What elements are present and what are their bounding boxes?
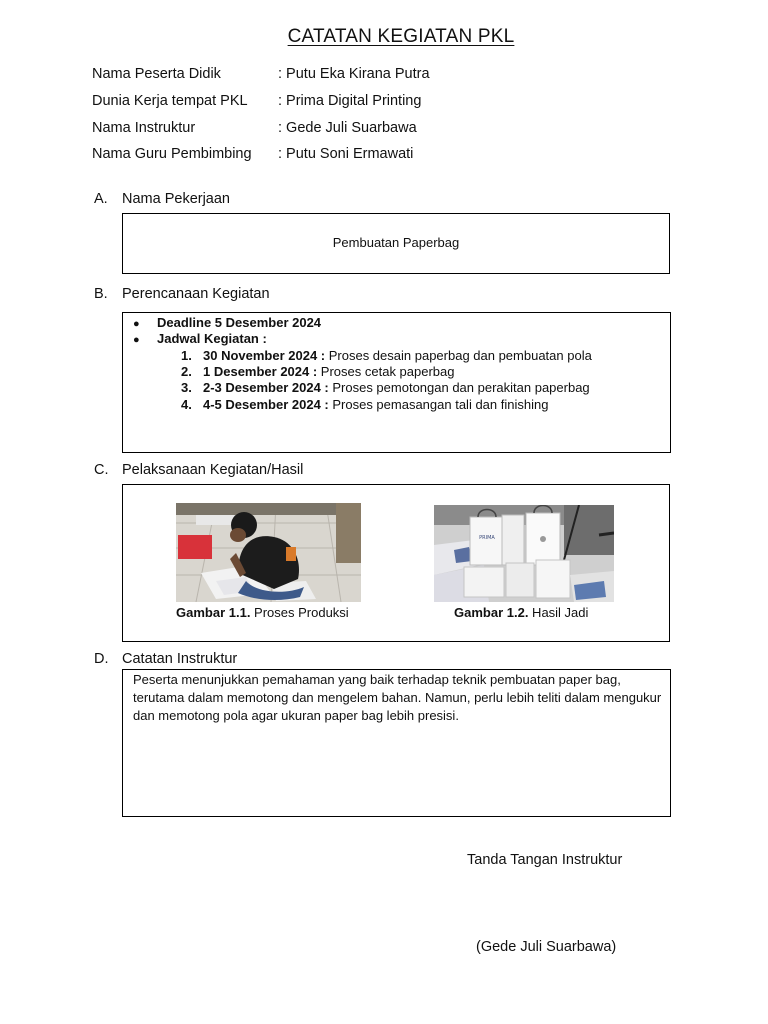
schedule-item bbox=[203, 364, 455, 379]
pekerjaan-box bbox=[122, 213, 670, 274]
photo-proses-produksi bbox=[176, 503, 361, 602]
catatan-box bbox=[122, 669, 671, 817]
schedule-number: 3. bbox=[181, 380, 192, 395]
pelaksanaan-box bbox=[122, 484, 670, 642]
schedule-desc: Proses pemotongan dan perakitan paperbag bbox=[328, 380, 590, 395]
info-label: Nama Peserta Didik bbox=[92, 66, 221, 82]
deadline-text: Deadline 5 Desember 2024 bbox=[157, 315, 322, 330]
signature-name: (Gede Juli Suarbawa) bbox=[476, 939, 617, 955]
document-title: CATATAN KEGIATAN PKL bbox=[287, 26, 515, 47]
info-label: Nama Guru Pembimbing bbox=[92, 146, 252, 162]
info-value: : Gede Juli Suarbawa bbox=[278, 120, 417, 136]
caption-text: Proses Produksi bbox=[250, 605, 349, 620]
photo-hasil-jadi bbox=[434, 505, 614, 602]
section-letter: A. bbox=[94, 191, 108, 207]
signature-label: Tanda Tangan Instruktur bbox=[467, 852, 623, 868]
caption-label: Gambar 1.1. bbox=[176, 605, 251, 620]
perencanaan-box bbox=[122, 312, 671, 453]
schedule-number: 2. bbox=[181, 364, 192, 379]
caption-label: Gambar 1.2. bbox=[454, 605, 529, 620]
section-letter: D. bbox=[94, 651, 109, 667]
pekerjaan-text: Pembuatan Paperbag bbox=[332, 235, 460, 250]
schedule-date: 4-5 Desember 2024 : bbox=[203, 397, 329, 412]
section-title: Pelaksanaan Kegiatan/Hasil bbox=[122, 462, 304, 478]
schedule-date: 1 Desember 2024 : bbox=[203, 364, 318, 379]
jadwal-label: Jadwal Kegiatan : bbox=[157, 331, 267, 346]
schedule-item bbox=[203, 348, 592, 363]
info-label: Dunia Kerja tempat PKL bbox=[92, 93, 248, 109]
caption-gambar-2 bbox=[454, 605, 588, 620]
info-label: Nama Instruktur bbox=[92, 120, 196, 136]
caption-text: Hasil Jadi bbox=[528, 605, 589, 620]
section-title: Catatan Instruktur bbox=[122, 651, 238, 667]
bullet-icon: ● bbox=[133, 334, 140, 346]
bag-logo-text: PRIMA bbox=[479, 535, 495, 541]
bullet-icon: ● bbox=[133, 318, 140, 330]
info-value: : Prima Digital Printing bbox=[278, 93, 422, 109]
caption-gambar-1 bbox=[176, 605, 349, 620]
schedule-item bbox=[203, 380, 590, 395]
schedule-date: 30 November 2024 : bbox=[203, 348, 326, 363]
schedule-desc: Proses desain paperbag dan pembuatan pola bbox=[325, 348, 592, 363]
schedule-date: 2-3 Desember 2024 : bbox=[203, 380, 329, 395]
section-letter: C. bbox=[94, 462, 109, 478]
section-letter: B. bbox=[94, 286, 108, 302]
section-title: Perencanaan Kegiatan bbox=[122, 286, 270, 302]
schedule-number: 4. bbox=[181, 397, 192, 412]
catatan-text: Peserta menunjukkan pemahaman yang baik terhadap teknik pembuatan paper bag, terutama dalam memotong dan mengelem bahan. Namun, perlu lebih teliti dalam mengukur dan memotong pola agar ukuran paper bag lebih presisi. bbox=[133, 672, 662, 723]
schedule-desc: Proses cetak paperbag bbox=[317, 364, 455, 379]
schedule-item bbox=[203, 397, 548, 412]
schedule-number: 1. bbox=[181, 348, 192, 363]
schedule-desc: Proses pemasangan tali dan finishing bbox=[328, 397, 549, 412]
info-value: : Putu Soni Ermawati bbox=[278, 146, 414, 162]
info-value: : Putu Eka Kirana Putra bbox=[278, 66, 430, 82]
section-title: Nama Pekerjaan bbox=[122, 191, 230, 207]
